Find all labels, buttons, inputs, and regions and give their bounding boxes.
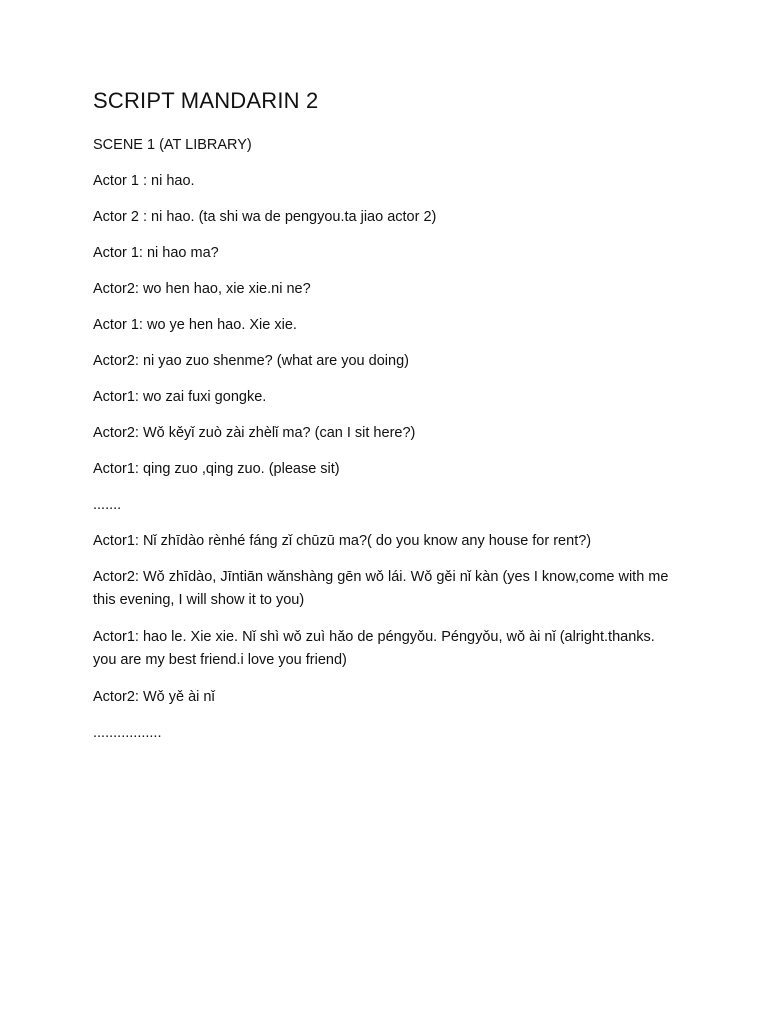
script-line: Actor 1: wo ye hen hao. Xie xie. — [93, 317, 297, 333]
script-line: Actor2: Wǒ kěyǐ zuò zài zhèlǐ ma? (can I sit here?) — [93, 425, 416, 441]
script-line: Actor 1: ni hao ma? — [93, 245, 219, 261]
ellipsis-separator: ....... — [93, 497, 122, 513]
scene-heading: SCENE 1 (AT LIBRARY) — [93, 137, 252, 153]
script-line: Actor 1 : ni hao. — [93, 173, 195, 189]
script-line: Actor2: wo hen hao, xie xie.ni ne? — [93, 281, 311, 297]
script-line: Actor1: Nǐ zhīdào rènhé fáng zǐ chūzū ma?( do you know any house for rent?) — [93, 533, 592, 549]
script-line: Actor2: ni yao zuo shenme? (what are you doing) — [93, 353, 409, 369]
script-line: Actor1: hao le. Xie xie. Nǐ shì wǒ zuì hǎo de péngyǒu. Péngyǒu, wǒ ài nǐ (alright.thanks. you are my best friend.i love you friend) — [93, 629, 655, 668]
script-line: Actor2: Wǒ zhīdào, Jīntiān wǎnshàng gēn wǒ lái. Wǒ gěi nǐ kàn (yes I know,come with me this evening, I will show it to you) — [93, 569, 669, 608]
script-line: Actor1: qing zuo ,qing zuo. (please sit) — [93, 461, 340, 477]
script-line: Actor2: Wǒ yě ài nǐ — [93, 689, 215, 705]
document-title: SCRIPT MANDARIN 2 — [93, 88, 319, 113]
script-line: Actor1: wo zai fuxi gongke. — [93, 389, 267, 405]
ellipsis-separator: ................. — [93, 725, 162, 741]
script-line: Actor 2 : ni hao. (ta shi wa de pengyou.ta jiao actor 2) — [93, 209, 437, 225]
